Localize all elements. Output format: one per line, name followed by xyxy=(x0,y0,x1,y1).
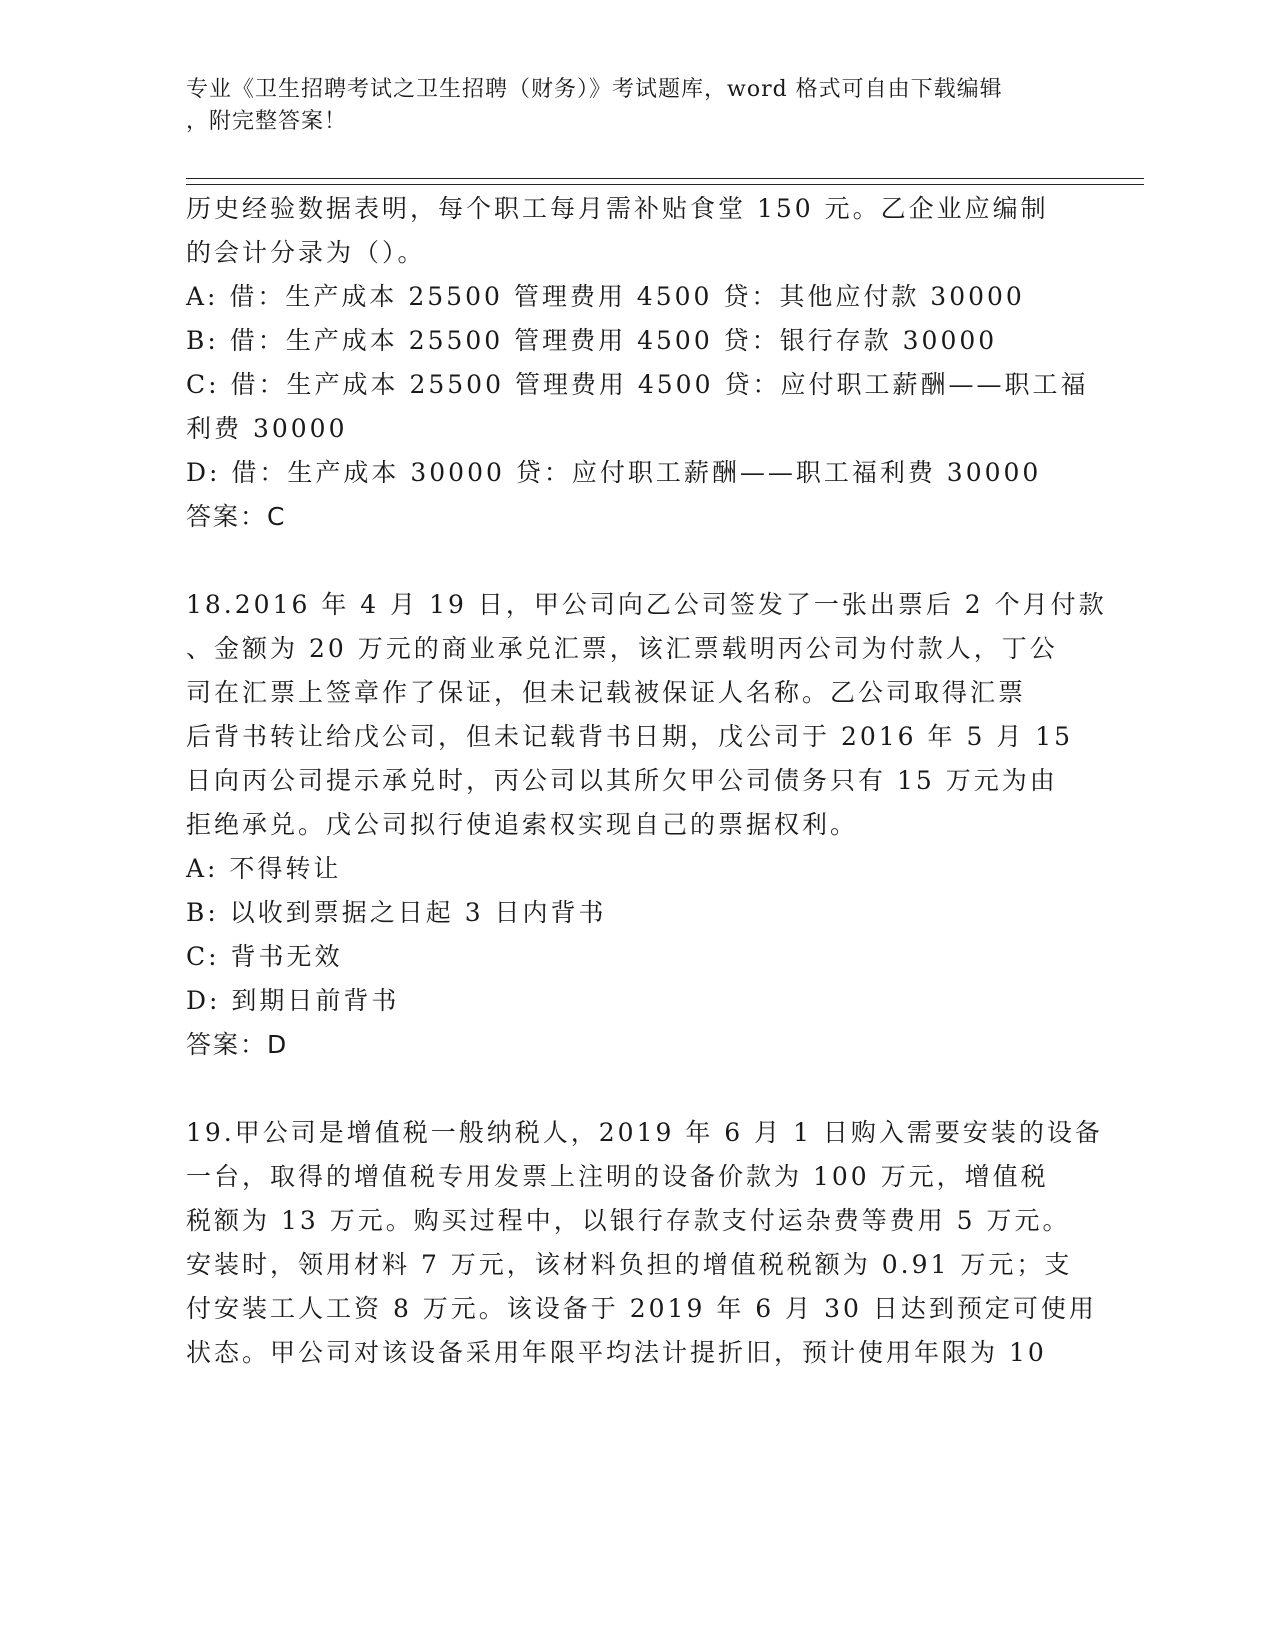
q18-option-b: B: 以收到票据之日起 3 日内背书 xyxy=(186,898,607,927)
page-header xyxy=(186,74,1066,138)
q17-option-b: B: 借：生产成本 25500 管理费用 4500 贷：银行存款 30000 xyxy=(186,326,998,355)
header-divider-top xyxy=(186,178,1144,179)
q18-text-line-2: 、金额为 20 万元的商业承兑汇票，该汇票载明丙公司为付款人，丁公 xyxy=(186,634,1058,663)
q18-text-line-5: 日向丙公司提示承兑时，丙公司以其所欠甲公司债务只有 15 万元为由 xyxy=(186,766,1058,795)
header-line-1: 专业《卫生招聘考试之卫生招聘（财务）》考试题库，word 格式可自由下载编辑 xyxy=(186,77,1003,102)
q19-text-line-5: 付安装工人工资 8 万元。该设备于 2019 年 6 月 30 日达到预定可使用 xyxy=(186,1294,1097,1323)
q18-text-line-1: 18.2016 年 4 月 19 日，甲公司向乙公司签发了一张出票后 2 个月付款 xyxy=(186,590,1107,619)
q18-option-d: D: 到期日前背书 xyxy=(186,986,400,1015)
q18-text-line-4: 后背书转让给戊公司，但未记载背书日期，戊公司于 2016 年 5 月 15 xyxy=(186,722,1074,751)
q19-text-line-1: 19.甲公司是增值税一般纳税人，2019 年 6 月 1 日购入需要安装的设备 xyxy=(186,1118,1103,1147)
q19-text-line-6: 状态。甲公司对该设备采用年限平均法计提折旧，预计使用年限为 10 xyxy=(186,1338,1047,1367)
header-line-2: ，附完整答案！ xyxy=(186,109,348,134)
q18-text-line-6: 拒绝承兑。戊公司拟行使追索权实现自己的票据权利。 xyxy=(186,810,859,839)
q17-answer: 答案：C xyxy=(186,502,287,531)
header-divider-bottom xyxy=(186,184,1144,185)
q17-option-c-line-1: C: 借：生产成本 25500 管理费用 4500 贷：应付职工薪酬——职工福 xyxy=(186,370,1089,399)
q17-text-line-2: 的会计分录为（）。 xyxy=(186,238,426,267)
q19-text-line-4: 安装时，领用材料 7 万元，该材料负担的增值税税额为 0.91 万元；支 xyxy=(186,1250,1073,1279)
q17-text-line-1: 历史经验数据表明，每个职工每月需补贴食堂 150 元。乙企业应编制 xyxy=(186,194,1049,223)
q19-text-line-2: 一台，取得的增值税专用发票上注明的设备价款为 100 万元，增值税 xyxy=(186,1162,1049,1191)
q18-option-a: A: 不得转让 xyxy=(186,854,342,883)
q17-option-d: D: 借：生产成本 30000 贷：应付职工薪酬——职工福利费 30000 xyxy=(186,458,1042,487)
q18-option-c: C: 背书无效 xyxy=(186,942,343,971)
q18-text-line-3: 司在汇票上签章作了保证，但未记载被保证人名称。乙公司取得汇票 xyxy=(186,678,1027,707)
q19-text-line-3: 税额为 13 万元。购买过程中，以银行存款支付运杂费等费用 5 万元。 xyxy=(186,1206,1071,1235)
q18-answer: 答案：D xyxy=(186,1030,289,1059)
q17-option-a: A: 借：生产成本 25500 管理费用 4500 贷：其他应付款 30000 xyxy=(186,282,1025,311)
q17-option-c-line-2: 利费 30000 xyxy=(186,414,348,443)
